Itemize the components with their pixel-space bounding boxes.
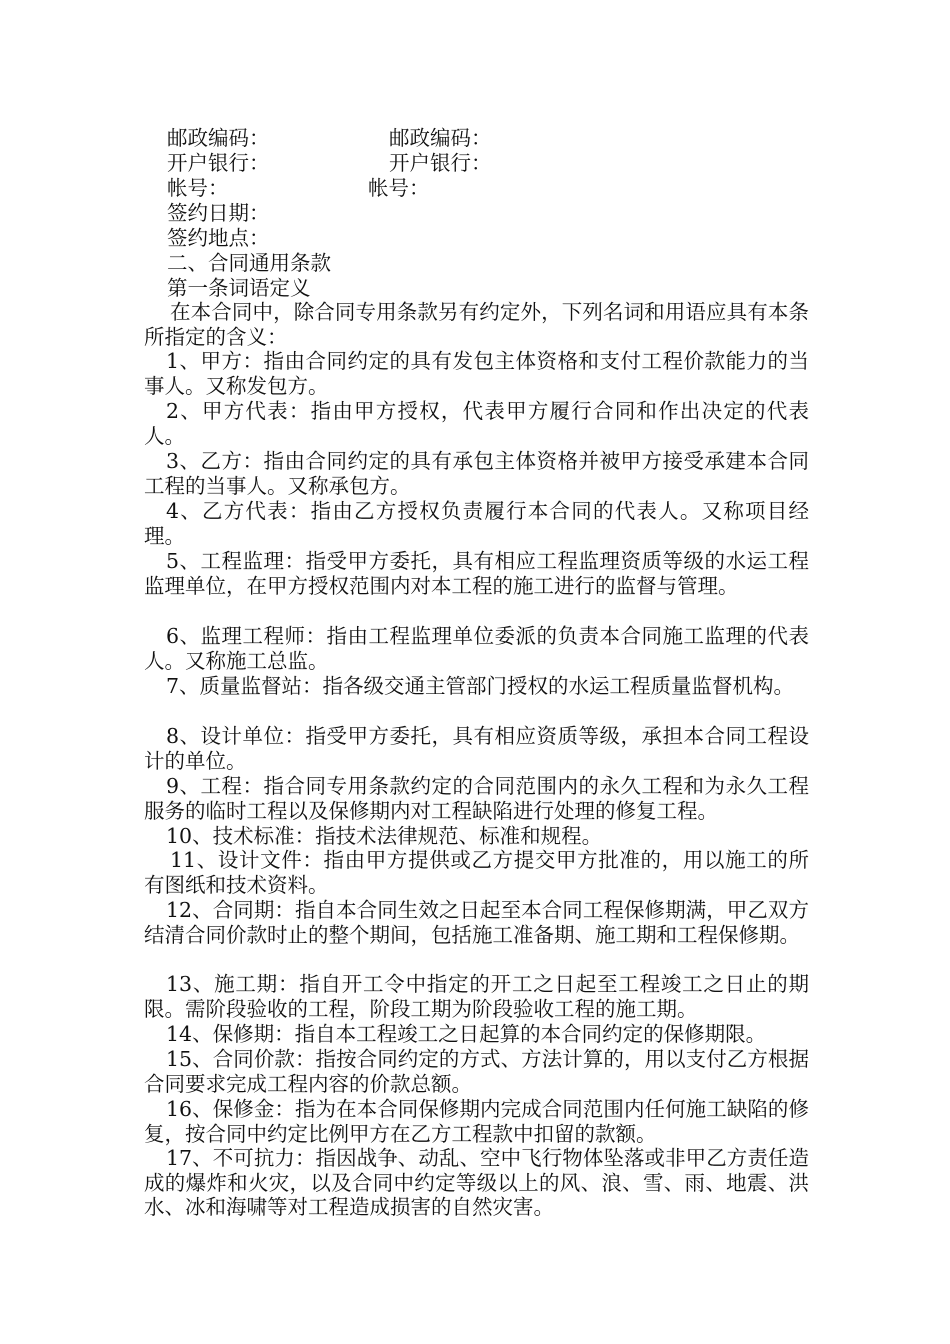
sign-date-label: 签约日期： [167, 201, 270, 225]
article-title: 第一条词语定义 [167, 276, 311, 300]
definition-item: 5、工程监理：指受甲方委托，具有相应工程监理资质等级的水运工程监理单位，在甲方授权范围内对本工程的施工进行的监督与管理。 [144, 549, 809, 598]
definition-item: 16、保修金：指为在本合同保修期内完成合同范围内任何施工缺陷的修复，按合同中约定比例甲方在乙方工程款中扣留的款额。 [144, 1097, 809, 1146]
definition-item: 15、合同价款：指按合同约定的方式、方法计算的，用以支付乙方根据合同要求完成工程内容的价款总额。 [144, 1047, 809, 1096]
definition-item: 1、甲方：指由合同约定的具有发包主体资格和支付工程价款能力的当事人。又称发包方。 [144, 349, 809, 398]
definition-item: 13、施工期：指自开工令中指定的开工之日起至工程竣工之日止的期限。需阶段验收的工程，阶段工期为阶段验收工程的施工期。 [144, 972, 809, 1021]
definition-item: 10、技术标准：指技术法律规范、标准和规程。 [166, 824, 603, 848]
definition-item: 12、合同期：指自本合同生效之日起至本合同工程保修期满，甲乙双方结清合同价款时止的整个期间，包括施工准备期、施工期和工程保修期。 [144, 898, 809, 947]
definition-item: 8、设计单位：指受甲方委托，具有相应资质等级，承担本合同工程设计的单位。 [144, 724, 809, 773]
definition-item: 3、乙方：指由合同约定的具有承包主体资格并被甲方接受承建本合同工程的当事人。又称承包方。 [144, 449, 809, 498]
definition-item: 2、甲方代表：指由甲方授权，代表甲方履行合同和作出决定的代表人。 [144, 399, 809, 448]
bank-label-left: 开户银行： [167, 151, 270, 175]
intro-paragraph: 在本合同中，除合同专用条款另有约定外，下列名词和用语应具有本条所指定的含义： [144, 300, 809, 349]
section-title: 二、合同通用条款 [167, 251, 331, 275]
account-label-left: 帐号： [167, 176, 229, 200]
definition-item: 9、工程：指合同专用条款约定的合同范围内的永久工程和为永久工程服务的临时工程以及保修期内对工程缺陷进行处理的修复工程。 [144, 774, 809, 823]
postcode-label-right: 邮政编码： [389, 126, 492, 150]
postcode-label-left: 邮政编码： [167, 126, 270, 150]
account-label-right: 帐号： [368, 176, 430, 200]
definition-item: 6、监理工程师：指由工程监理单位委派的负责本合同施工监理的代表人。又称施工总监。 [144, 624, 809, 673]
definition-item: 17、不可抗力：指因战争、动乱、空中飞行物体坠落或非甲乙方责任造成的爆炸和火灾，以及合同中约定等级以上的风、浪、雪、雨、地震、洪水、冰和海啸等对工程造成损害的自然灾害。 [144, 1146, 809, 1220]
definition-item: 4、乙方代表：指由乙方授权负责履行本合同的代表人。又称项目经理。 [144, 499, 809, 548]
sign-place-label: 签约地点： [167, 226, 270, 250]
definition-item: 11、设计文件：指由甲方提供或乙方提交甲方批准的，用以施工的所有图纸和技术资料。 [144, 848, 809, 897]
definition-item: 14、保修期：指自本工程竣工之日起算的本合同约定的保修期限。 [166, 1022, 767, 1046]
bank-label-right: 开户银行： [389, 151, 492, 175]
definition-item: 7、质量监督站：指各级交通主管部门授权的水运工程质量监督机构。 [166, 674, 795, 698]
